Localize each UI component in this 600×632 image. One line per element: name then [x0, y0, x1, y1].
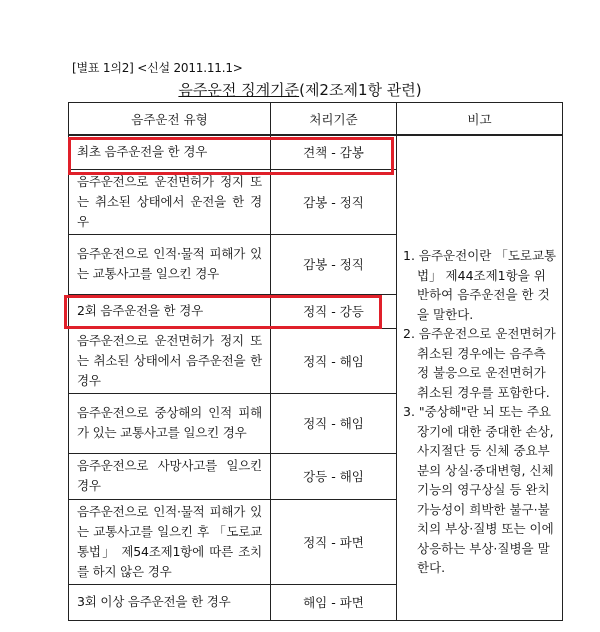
- discipline-table: [68, 102, 563, 621]
- row-standard: 해임 - 파면: [271, 584, 397, 620]
- row-type: 음주운전으로 사망사고를 일으킨 경우: [69, 453, 271, 499]
- row-type: 3회 이상 음주운전을 한 경우: [69, 584, 271, 620]
- row-standard: 견책 - 감봉: [271, 135, 397, 169]
- page-title: [0, 79, 600, 100]
- row-type: 음주운전으로 운전면허가 정지 또는 취소된 상태에서 음주운전을 한 경우: [69, 328, 271, 393]
- title-sub: (제2조제1항 관련): [299, 81, 422, 99]
- row-type: 2회 음주운전을 한 경우: [69, 294, 271, 328]
- remarks-cell: [397, 135, 563, 620]
- remark-item: 2. 음주운전으로 운전면허가 취소된 경우에는 음주측정 불응으로 운전면허가 취소된 경우를 포함한다.: [403, 326, 556, 400]
- row-type: 음주운전으로 인적·물적 피해가 있는 교통사고를 일으킨 경우: [69, 234, 271, 294]
- remark-item: 1. 음주운전이란 「도로교통법」 제44조제1항을 위반하여 음주운전을 한 것을 말한다.: [403, 248, 557, 322]
- row-type: 음주운전으로 인적·물적 피해가 있는 교통사고를 일으킨 후 「도로교통법」 제54조제1항에 따른 조치를 하지 않은 경우: [69, 499, 271, 584]
- row-type: 음주운전으로 중상해의 인적 피해가 있는 교통사고를 일으킨 경우: [69, 393, 271, 453]
- row-standard: 감봉 - 정직: [271, 234, 397, 294]
- row-standard: 정직 - 파면: [271, 499, 397, 584]
- col-header-type: 음주운전 유형: [69, 103, 271, 136]
- col-header-remarks: 비고: [397, 103, 563, 136]
- title-main: 음주운전 징계기준: [178, 81, 300, 99]
- annex-caption: [별표 1의2] <신설 2011.11.1>: [72, 61, 243, 75]
- table-header-row: [69, 103, 563, 136]
- col-header-standard: 처리기준: [271, 103, 397, 136]
- row-standard: 정직 - 해임: [271, 328, 397, 393]
- row-standard: 정직 - 해임: [271, 393, 397, 453]
- remark-item: 3. "중상해"란 뇌 또는 주요장기에 대한 중대한 손상, 사지절단 등 신체 중요부분의 상실·중대변형, 신체기능의 영구상실 등 완치가능성이 희박한 불구·불치의 부상·질병 또는 이에 상응하는 부상·질병을 말한다.: [403, 404, 554, 575]
- row-type: 최초 음주운전을 한 경우: [69, 135, 271, 169]
- table-row: [69, 135, 563, 169]
- row-standard: 감봉 - 정직: [271, 169, 397, 234]
- row-standard: 정직 - 강등: [271, 294, 397, 328]
- row-standard: 강등 - 해임: [271, 453, 397, 499]
- row-type: 음주운전으로 운전면허가 정지 또는 취소된 상태에서 운전을 한 경우: [69, 169, 271, 234]
